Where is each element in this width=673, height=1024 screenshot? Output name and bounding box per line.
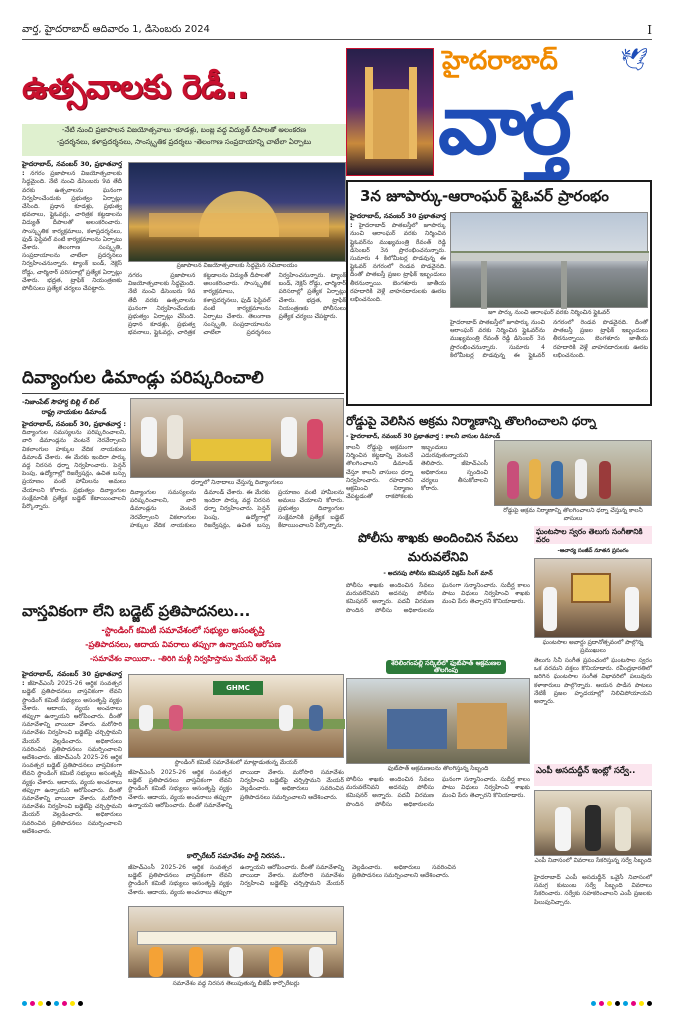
flyover-headline: 3న జూపార్కు-ఆరాంఘర్ ఫ్లైఓవర్ ప్రారంభం [360,187,609,205]
music-headline: ఘంటసాల స్వరం తెలుగు సంగీతానికి వరం [536,527,643,544]
edition-dateline: వార్త, హైదరాబాద్ ఆదివారం 1, డిసెంబరు 2024 [22,24,210,35]
road-photo-caption: రోడ్డుపై అక్రమ నిర్మాణాన్ని తొలగించాలని ధర్నా చేస్తున్న కాలనీ వాసులు [503,507,643,522]
ghmc-banner-logo: GHMC [213,681,263,695]
lead-photo-caption: ప్రజాపాలన విజయోత్సవాలకు సిద్ధమైన సచివాలయం [176,262,298,269]
flyover-body: హైదరాబాద్ పాతబస్తీలో జూపార్కు నుంచి ఆరాంఘర్ వరకు నిర్మించిన ఫ్లైఓవర్‌ను ముఖ్యమంత్రి రేవంత్ రెడ్డి డిసెంబర్ 3న ప్రారంభించనున్నారు. సుమారు 4 కిలోమీటర్ల పొడవున్న ఈ ఫ్లైఓవర్ నగరంలో రెండవ పొడవైనది. దీంతో పాతబస్తీ ప్రజల ట్రాఫిక్ ఇబ్బందులు తీరనున్నాయి. బెంగళూరు జాతీయ రహదారికి వెళ్లే వాహనదారులకు ఊరట లభించనుంది. [350,222,446,304]
budget-sub-1: -స్టాండింగ్ కమిటీ సమావేశంలో సభ్యుల అసంతృప్తి [101,626,265,636]
divyang-photo [130,398,344,478]
budget-article-col1 [22,670,122,990]
mp-photo-caption: ఎంపీ నివాసంలో వివరాలు సేకరిస్తున్న సర్వే సిబ్బంది [534,857,652,864]
footpath-subhead: శేరిలింగంపల్లి సర్కిల్‌లో ఫుట్‌పాత్ ఆక్రమణల తొలగింపు [386,660,506,674]
police-article-cont [346,776,530,990]
budget-article-col2 [128,769,344,849]
budget-subhead: కార్పొరేటర్ సమావేశం పార్టీ నిరసన.. [186,852,286,860]
music-article [534,657,652,761]
lead-article-col1 [22,160,122,358]
lead-body: నగరం ప్రజాపాలన విజయోత్సవాలకు సిద్ధమైంది. నేటి నుంచి డిసెంబరు 9వ తేదీ వరకు ఉత్సవాలను ఘనంగా నిర్వహించేందుకు ప్రభుత్వం ఏర్పాట్లు చేసింది. ప్రధాన కూడళ్లు, ప్రభుత్వ భవనాలు, ఫ్లైఓవర్లు, చారిత్రక కట్టడాలను విద్యుత్ దీపాలతో అలంకరించారు. సాంస్కృతిక కార్యక్రమాలు, కళాప్రదర్శనలు, ఫుడ్ ఫెస్టివల్ వంటి కార్యక్రమాలను ఏర్పాటు చేశారు. తెలంగాణ సంస్కృతి, సంప్రదాయాలను చాటేలా ప్రదర్శనలు నిర్వహించనున్నారు. ట్యాంక్ బండ్, నెక్లెస్ రోడ్డు, చార్మినార్ పరిసరాల్లో ప్రత్యేక ఏర్పాట్లు చేశారు. భద్రత, ట్రాఫిక్ నియంత్రణకు పోలీసులు ప్రత్యేక చర్యలు చేపట్టారు. [22,170,122,293]
flyover-body-cont: హైదరాబాద్ పాతబస్తీలో జూపార్కు నుంచి ఆరాంఘర్ వరకు నిర్మించిన ఫ్లైఓవర్‌ను ముఖ్యమంత్రి రేవంత్ రెడ్డి డిసెంబర్ 3న ప్రారంభించనున్నారు. సుమారు 4 కిలోమీటర్ల పొడవున్న ఈ ఫ్లైఓవర్ నగరంలో రెండవ పొడవైనది. దీంతో పాతబస్తీ ప్రజల ట్రాఫిక్ ఇబ్బందులు తీరనున్నాయి. బెంగళూరు జాతీయ రహదారికి వెళ్లే వాహనదారులకు ఊరట లభించనుంది. [450,319,648,359]
budget-photo-caption: స్టాండింగ్ కమిటీ సమావేశంలో మాట్లాడుతున్న మేయర్ [174,759,298,766]
footpath-photo [346,678,530,764]
road-body: కాలనీ రోడ్డుపై అక్రమంగా నిర్మించిన కట్టడాన్ని వెంటనే తొలగించాలని డిమాండ్ చేస్తూ కాలనీ వాసులు ధర్నా నిర్వహించారు. రహదారిని ఆక్రమించి నిర్మాణం చేపట్టడంతో రాకపోకలకు ఇబ్బందులు ఎదురవుతున్నాయని తెలిపారు. జీహెచ్ఎంసీ అధికారులు స్పందించి చర్యలు తీసుకోవాలని కోరారు. [346,444,488,501]
footpath-photo-caption: ఫుట్‌పాత్ ఆక్రమణలను తొలగిస్తున్న సిబ్బంది [387,765,489,772]
flyover-dateline: హైదరాబాద్, నవంబర్ 30 ప్రభాతవార్త : [350,212,446,230]
budget-article-col3 [128,864,456,904]
divyang-photo-caption: ధర్నాలో నినాదాలు చేస్తున్న దివ్యాంగులు [191,479,283,486]
mp-headline: ఎంపీ అసదుద్దీన్ ఇంట్లో సర్వే.. [536,766,636,776]
police-body: పోలీసు శాఖకు అందించిన సేవలు మరువలేనివని అదనపు పోలీసు కమిషనర్ అన్నారు. పదవీ విరమణ పొందిన పోలీసు అధికారులను ఘనంగా సన్మానించారు. సుదీర్ఘ కాలం పాటు విధులు నిర్వహించి శాఖకు మంచి పేరు తెచ్చారని కొనియాడారు. [346,582,530,614]
page-number: I [647,23,652,37]
page-header-bar [22,20,652,40]
masthead [346,44,652,178]
divyang-body: దివ్యాంగుల సమస్యలను పరిష్కరించాలని, వారి డిమాండ్లను వెంటనే నెరవేర్చాలని వికలాంగుల హక్కుల వేదిక నాయకులు డిమాండ్ చేశారు. ఈ మేరకు ఇందిరా పార్కు వద్ద నిరసన ధర్నా నిర్వహించారు. పెన్షన్ పెంపు, ఉద్యోగాల్లో రిజర్వేషన్లు, ఉచిత బస్సు ప్రయాణం వంటి హామీలను అమలు చేయాలని కోరారు. ప్రభుత్వం దివ్యాంగుల సంక్షేమానికి ప్రత్యేక బడ్జెట్ కేటాయించాలని పేర్కొన్నారు. [22,429,126,511]
budget-sub-2: -ప్రతిపాదనలు, ఆదాయ వివరాలు తప్పుగా ఉన్నాయని ఆరోపణ [85,640,281,649]
police-article [346,582,530,656]
music-sub: -ఆచార్య సంజీవ్ నూతన ప్రసంగం [557,548,629,554]
divyang-rule [22,393,344,394]
budget-body-repeat: జీహెచ్ఎంసీ 2025-26 ఆర్థిక సంవత్సర బడ్జెట్ ప్రతిపాదనలు వాస్తవికంగా లేవని స్టాండింగ్ కమిటీ సభ్యులు అసంతృప్తి వ్యక్తం చేశారు. ఆదాయ, వ్యయ అంచనాలు తప్పుగా ఉన్నాయని ఆరోపించారు. దీంతో సమావేశాన్ని వాయిదా వేశారు. మరోసారి సమావేశం నిర్వహించి బడ్జెట్‌పై చర్చిస్తామని మేయర్ వెల్లడించారు. అధికారులు సవరించిన ప్రతిపాదనలు సమర్పించాలని ఆదేశించారు. [22,754,122,835]
budget-sub-3: -సమావేశం వాయిదా.. -తిరిగి మళ్లీ నిర్వహిస్తాము మేయర్ వెల్లడి [89,654,277,663]
road-photo [494,440,652,506]
divyang-sub: -నిజాంపేట్ సౌహార్ద బిల్లి ల్ బిల్ [22,398,99,406]
budget-protest-caption: సమావేశం వద్ద నిరసన తెలుపుతున్న బీజేపీ కార్పొరేటర్లు [172,980,300,987]
road-headline: రోడ్డుపై వెలిసిన అక్రమ నిర్మాణాన్ని తొలగించాలని ధర్నా [346,414,597,428]
bird-logo-icon: 🕊 [620,48,648,73]
registration-dots-left [22,1001,83,1006]
mp-body: హైదరాబాద్ ఎంపీ అసదుద్దీన్ ఒవైసీ నివాసంలో సమగ్ర కుటుంబ సర్వే సిబ్బంది వివరాలు సేకరించారు. సర్వేకు సహకరించాలని ఎంపీ ప్రజలకు పిలుపునిచ్చారు. [534,874,652,906]
mp-photo [534,790,652,856]
police-sub: - అదనపు పోలీసు కమిషనర్ విక్రమ్ సింగ్ మాన్ [383,570,493,577]
budget-body: జీహెచ్ఎంసీ 2025-26 ఆర్థిక సంవత్సర బడ్జెట్ ప్రతిపాదనలు వాస్తవికంగా లేవని స్టాండింగ్ కమిటీ సభ్యులు అసంతృప్తి వ్యక్తం చేశారు. ఆదాయ, వ్యయ అంచనాలు తప్పుగా ఉన్నాయని ఆరోపించారు. దీంతో సమావేశాన్ని వాయిదా వేశారు. మరోసారి సమావేశం నిర్వహించి బడ్జెట్‌పై చర్చిస్తామని మేయర్ వెల్లడించారు. అధికారులు సవరించిన ప్రతిపాదనలు సమర్పించాలని ఆదేశించారు. [22,680,122,762]
lead-headline: ఉత్సవాలకు రెడీ.. [22,67,249,106]
flyover-article-col1 [350,212,446,402]
registration-dots-right [591,1001,652,1006]
divyang-headline: దివ్యాంగుల డిమాండ్లు పరిష్కరించాలి [22,368,264,388]
police-headline: పోలీసు శాఖకు అందించిన సేవలు మరువలేనివి [357,530,519,564]
budget-body-cont2: జీహెచ్ఎంసీ 2025-26 ఆర్థిక సంవత్సర బడ్జెట్ ప్రతిపాదనలు వాస్తవికంగా లేవని స్టాండింగ్ కమిటీ సభ్యులు అసంతృప్తి వ్యక్తం చేశారు. ఆదాయ, వ్యయ అంచనాలు తప్పుగా ఉన్నాయని ఆరోపించారు. దీంతో సమావేశాన్ని వాయిదా వేశారు. మరోసారి సమావేశం నిర్వహించి బడ్జెట్‌పై చర్చిస్తామని మేయర్ వెల్లడించారు. అధికారులు సవరించిన ప్రతిపాదనలు సమర్పించాలని ఆదేశించారు. [128,864,456,896]
flyover-photo [450,212,648,308]
lead-subheadline-strip [22,124,346,156]
budget-protest-photo [128,906,344,978]
budget-headline: వాస్తవికంగా లేని బడ్జెట్ ప్రతిపాదనలు... [22,602,251,620]
masthead-city: హైదరాబాద్ [442,46,558,76]
budget-body-cont: జీహెచ్ఎంసీ 2025-26 ఆర్థిక సంవత్సర బడ్జెట్ ప్రతిపాదనలు వాస్తవికంగా లేవని స్టాండింగ్ కమిటీ సభ్యులు అసంతృప్తి వ్యక్తం చేశారు. ఆదాయ, వ్యయ అంచనాలు తప్పుగా ఉన్నాయని ఆరోపించారు. దీంతో సమావేశాన్ని వాయిదా వేశారు. మరోసారి సమావేశం నిర్వహించి బడ్జెట్‌పై చర్చిస్తామని మేయర్ వెల్లడించారు. అధికారులు సవరించిన ప్రతిపాదనలు సమర్పించాలని ఆదేశించారు. [128,769,344,809]
lead-body-cont: నగరం ప్రజాపాలన విజయోత్సవాలకు సిద్ధమైంది. నేటి నుంచి డిసెంబరు 9వ తేదీ వరకు ఉత్సవాలను ఘనంగా నిర్వహించేందుకు ప్రభుత్వం ఏర్పాట్లు చేసింది. ప్రధాన కూడళ్లు, ప్రభుత్వ భవనాలు, ఫ్లైఓవర్లు, చారిత్రక కట్టడాలను విద్యుత్ దీపాలతో అలంకరించారు. సాంస్కృతిక కార్యక్రమాలు, కళాప్రదర్శనలు, ఫుడ్ ఫెస్టివల్ వంటి కార్యక్రమాలను ఏర్పాటు చేశారు. తెలంగాణ సంస్కృతి, సంప్రదాయాలను చాటేలా ప్రదర్శనలు నిర్వహించనున్నారు. ట్యాంక్ బండ్, నెక్లెస్ రోడ్డు, చార్మినార్ పరిసరాల్లో ప్రత్యేక ఏర్పాట్లు చేశారు. భద్రత, ట్రాఫిక్ నియంత్రణకు పోలీసులు ప్రత్యేక చర్యలు చేపట్టారు. [128,272,346,337]
lead-sub-1: -నేటి నుంచి ప్రజాపాలన విజయోత్సవాలు -కూడళ్లు, బంజ్ల వద్ద విద్యుత్ దీపాలతో అలంకరణ [61,126,307,134]
print-registration-marks [22,998,652,1008]
road-article [346,444,488,520]
music-body: తెలుగు సినీ సంగీత ప్రపంచంలో ఘంటసాల స్వరం ఒక వరమని వక్తలు కొనియాడారు. రవీంద్రభారతిలో జరిగిన ఘంటసాల సంగీత విభావరిలో పలువురు కళాకారులు పాల్గొన్నారు. ఆయన పాడిన పాటలు నేటికీ ప్రజల హృదయాల్లో నిలిచిపోయాయని అన్నారు. [534,657,652,706]
police-body-cont: పోలీసు శాఖకు అందించిన సేవలు మరువలేనివని అదనపు పోలీసు కమిషనర్ అన్నారు. పదవీ విరమణ పొందిన పోలీసు అధికారులను ఘనంగా సన్మానించారు. సుదీర్ఘ కాలం పాటు విధులు నిర్వహించి శాఖకు మంచి పేరు తెచ్చారని కొనియాడారు. [346,776,530,808]
lead-sub-2: -ప్రదర్శనలు, కళాప్రదర్శనలు, సాంస్కృతిక ప్రదర్శలు -తెలంగాణ సంప్రదాయాన్ని చాటేలా ఏర్పాటు [56,138,312,146]
budget-meeting-photo [128,674,344,758]
road-sub: - హైదరాబాద్, నవంబర్ 30 ప్రభాతవార్త : కాలనీ వాసుల డిమాండ్ [346,433,501,440]
lead-dateline: హైదరాబాద్, నవంబర్ 30, ప్రభాతవార్త : [22,160,122,178]
divyang-body-cont: దివ్యాంగుల సమస్యలను పరిష్కరించాలని, వారి డిమాండ్లను వెంటనే నెరవేర్చాలని వికలాంగుల హక్కుల వేదిక నాయకులు డిమాండ్ చేశారు. ఈ మేరకు ఇందిరా పార్కు వద్ద నిరసన ధర్నా నిర్వహించారు. పెన్షన్ పెంపు, ఉద్యోగాల్లో రిజర్వేషన్లు, ఉచిత బస్సు ప్రయాణం వంటి హామీలను అమలు చేయాలని కోరారు. ప్రభుత్వం దివ్యాంగుల సంక్షేమానికి ప్రత్యేక బడ్జెట్ కేటాయించాలని పేర్కొన్నారు. [130,489,344,529]
flyover-article-col2 [450,319,648,403]
masthead-name: వార్త [438,75,568,173]
flyover-photo-caption: జూ పార్కు నుంచి ఆరాంఘర్ వరకు నిర్మించిన ఫ్లైఓవర్ [488,309,610,316]
mp-article [534,874,652,990]
charminar-photo [346,48,434,176]
music-photo [534,558,652,638]
secretariat-photo [128,162,346,262]
lead-article-col2 [128,272,346,358]
divyang-article-col1 [22,420,126,594]
budget-dateline: హైదరాబాద్, నవంబర్ 30 ప్రభాతవార్త : [22,670,122,688]
music-photo-caption: ఘంటసాల అవార్డు ప్రదానోత్సవంలో పాల్గొన్న ప్రముఖులు [542,639,644,654]
divyang-dateline: హైదరాబాద్, నవంబర్ 30, ప్రభాతవార్త : [22,420,126,428]
divyang-article-col2 [130,489,344,594]
divyang-sub2: రాష్ట్ర నాయకుల డిమాండ్ [41,408,107,416]
